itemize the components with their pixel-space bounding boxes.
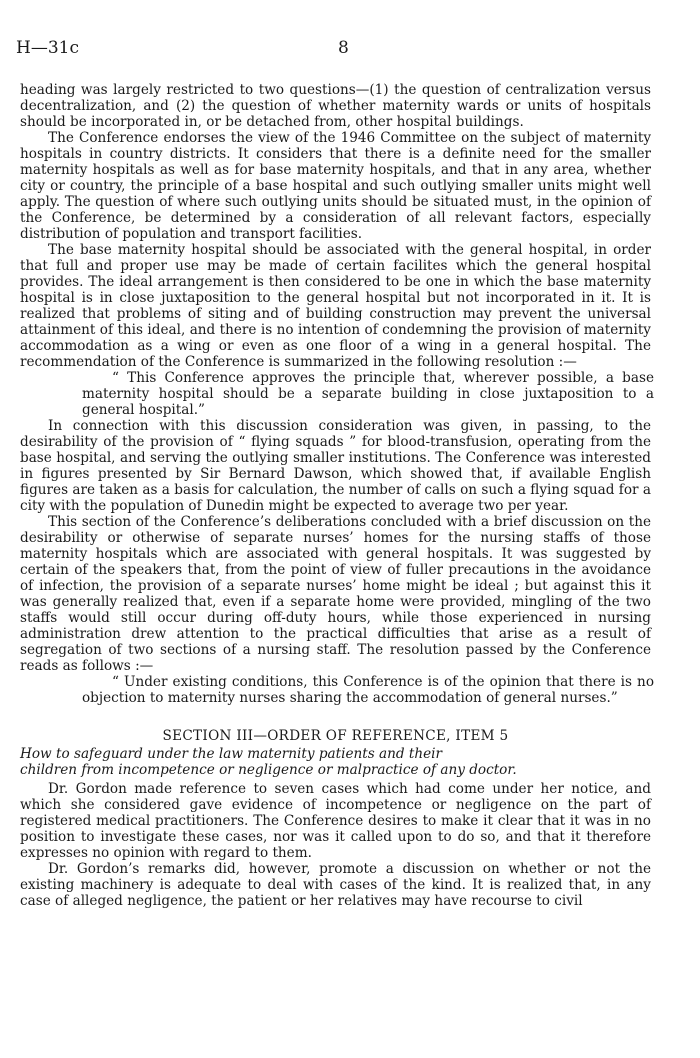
paragraph: Dr. Gordon made reference to seven cases which had come under her notice, and which she considered gave evidence of incompetence or negligence on the part of registered medical practitioners. The Conference desires to make it clear that it was in no position to investigate these cases, nor was it called upon to do so, and that it therefore expresses no opinion with regard to them. [20, 781, 651, 861]
page-header [16, 38, 651, 60]
section-subheading-line2: children from incompetence or negligence or malpractice of any doctor. [20, 762, 517, 778]
paragraph: This section of the Conference’s deliberations concluded with a brief discussion on the desirability or otherwise of separate nurses’ homes for the nursing staffs of those maternity hospitals which are associated with general hospitals. It was suggested by certain of the speakers that, from the point of view of fuller precautions in the avoidance of infection, the provision of a separate nurses’ home might be ideal ; but against this it was generally realized that, even if a separate home were provided, mingling of the two staffs would still occur during off-duty hours, while those experienced in nursing administration drew attention to the practical difficulties that arise as a result of segregation of two sections of a nursing staff. The resolution passed by the Conference reads as follows :— [20, 514, 651, 674]
paragraph: The Conference endorses the view of the 1946 Committee on the subject of maternity hospitals in country districts. It considers that there is a definite need for the smaller maternity hospitals as well as for base maternity hospitals, and that in any area, whether city or country, the principle of a base hospital and such outlying smaller units might well apply. The question of where such outlying units should be situated must, in the opinion of the Conference, be determined by a consideration of all relevant factors, especially distribution of population and transport facilities. [20, 130, 651, 242]
section-subheading-line1: How to safeguard under the law maternity patients and their [20, 746, 443, 762]
page-number: 8 [338, 38, 349, 58]
section-heading: SECTION III—ORDER OF REFERENCE, ITEM 5 [162, 728, 509, 744]
paragraph-continued: heading was largely restricted to two questions—(1) the question of centralization versus decentralization, and (2) the question of whether maternity wards or units of hospitals should be incorporated in, or be detached from, other hospital buildings. [20, 82, 651, 130]
resolution-quote: “ This Conference approves the principle that, wherever possible, a base maternity hospital should be a separate building in close juxtaposition to a general hospital.” [82, 370, 654, 418]
document-page [16, 38, 654, 909]
paragraph: In connection with this discussion consideration was given, in passing, to the desirability of the provision of “ flying squads ” for blood-transfusion, operating from the base hospital, and serving the outlying smaller institutions. The Conference was interested in figures presented by Sir Bernard Dawson, which showed that, if available English figures are taken as a basis for calculation, the number of calls on such a flying squad for a city with the population of Dunedin might be expected to average two per year. [20, 418, 651, 514]
resolution-quote: “ Under existing conditions, this Conference is of the opinion that there is no objection to maternity nurses sharing the accommodation of general nurses.” [82, 674, 654, 706]
document-reference: H—31c [16, 38, 79, 58]
paragraph: The base maternity hospital should be associated with the general hospital, in order that full and proper use may be made of certain facilites which the general hospital provides. The ideal arrangement is then considered to be one in which the base maternity hospital is in close juxtaposition to the general hospital but not incorporated in it. It is realized that problems of siting and of building construction may prevent the universal attainment of this ideal, and there is no intention of condemning the provision of maternity accommodation as a wing or even as one floor of a wing in a general hospital. The recommendation of the Conference is summarized in the following resolution :— [20, 242, 651, 370]
paragraph: Dr. Gordon’s remarks did, however, promote a discussion on whether or not the existing machinery is adequate to deal with cases of the kind. It is realized that, in any case of alleged negligence, the patient or her relatives may have recourse to civil [20, 861, 651, 909]
document-body [20, 82, 654, 909]
